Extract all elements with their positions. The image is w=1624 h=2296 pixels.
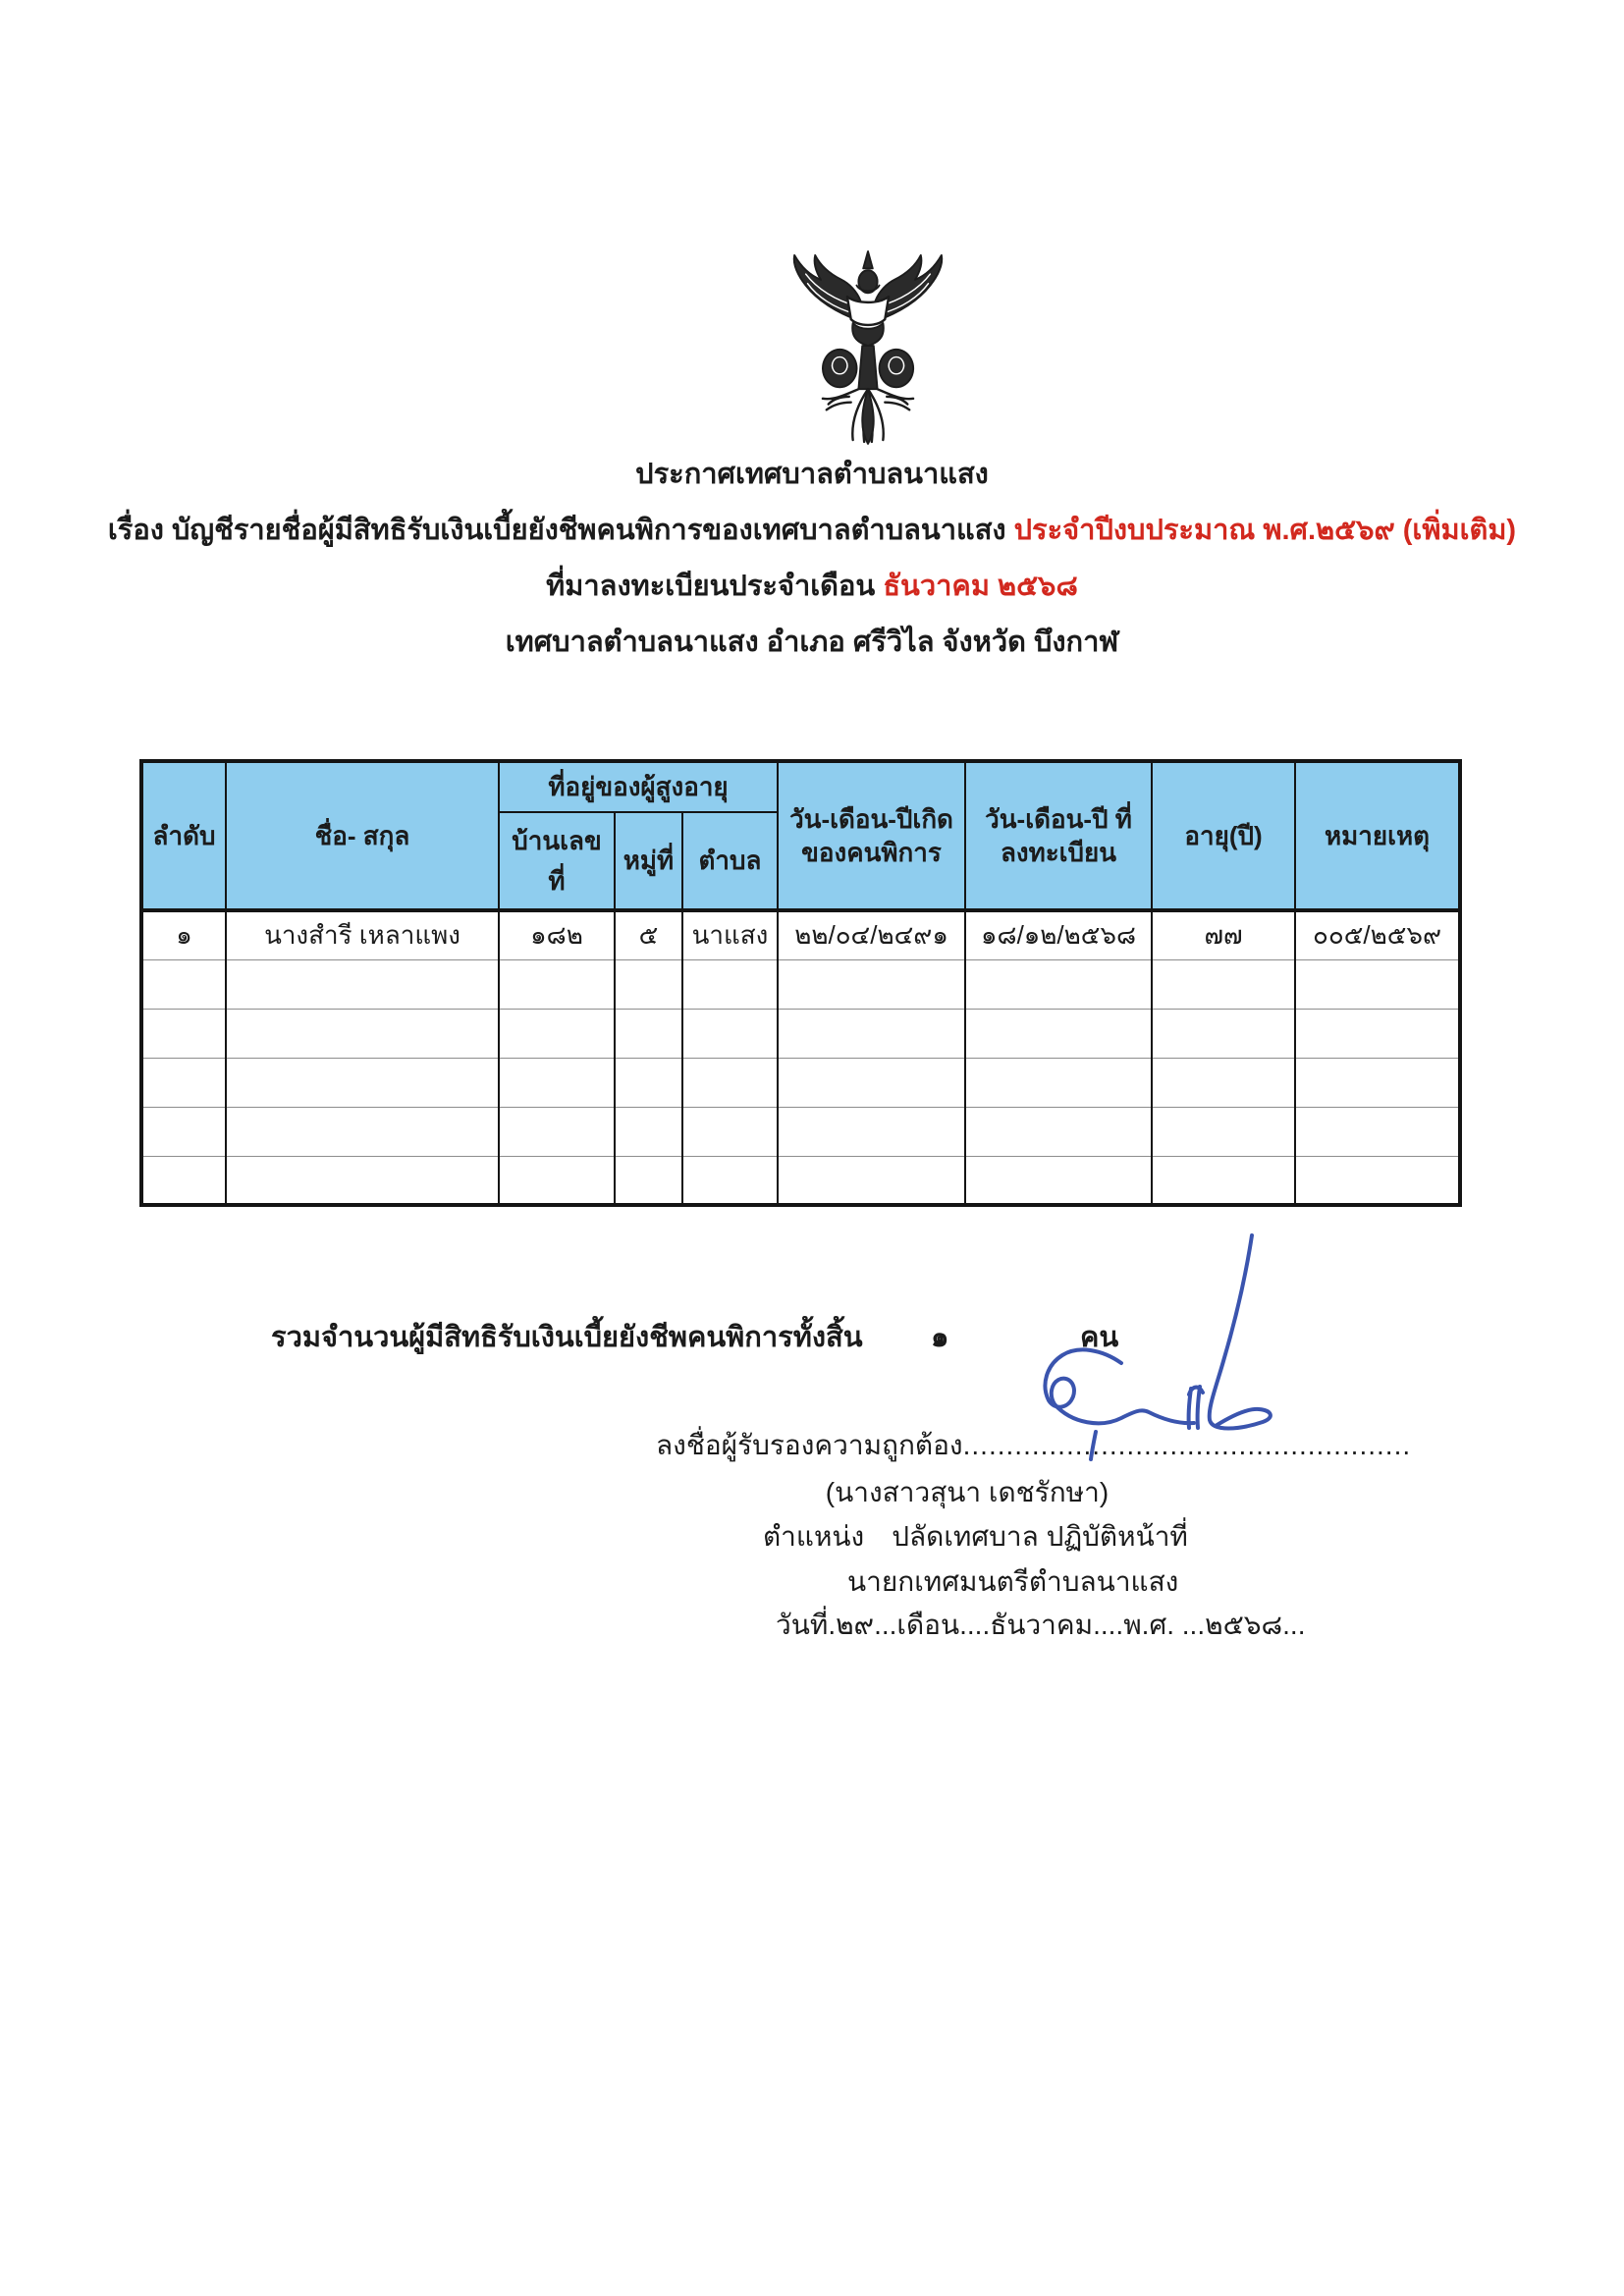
empty-cell <box>682 959 778 1009</box>
cell-moo: ๕ <box>615 910 682 959</box>
certify-label: ลงชื่อผู้รับรองความถูกต้อง <box>656 1430 963 1460</box>
empty-cell <box>615 1107 682 1156</box>
summary-line <box>0 1314 1624 1359</box>
empty-cell <box>499 1156 615 1205</box>
empty-cell <box>226 1058 499 1107</box>
col-header-age: อายุ(ปี) <box>1152 761 1295 910</box>
col-header-regdate-line1: วัน-เดือน-ปี ที่ <box>985 804 1132 834</box>
col-header-moo: หมู่ที่ <box>615 812 682 910</box>
position-line2: นายกเทศมนตรีตำบลนาแสง <box>847 1566 1179 1597</box>
empty-cell <box>965 959 1152 1009</box>
cell-name: นางสำรี เหลาแพง <box>226 910 499 959</box>
subject-fiscal-year-text: ประจำปีงบประมาณ พ.ศ.๒๕๖๙ (เพิ่มเติม) <box>1013 515 1517 546</box>
empty-cell <box>682 1058 778 1107</box>
summary-label: รวมจำนวนผู้มีสิทธิรับเงินเบี้ยยังชีพคนพิการทั้งสิ้น <box>271 1322 863 1353</box>
register-month-line <box>0 559 1624 615</box>
col-header-birthdate-line1: วัน-เดือน-ปีเกิด <box>789 804 953 834</box>
empty-cell <box>226 1009 499 1058</box>
empty-cell <box>965 1009 1152 1058</box>
certify-signature-line <box>656 1424 1411 1467</box>
col-header-birthdate-line2: ของคนพิการ <box>801 838 942 867</box>
col-header-name: ชื่อ- สกุล <box>226 761 499 910</box>
col-header-address-group: ที่อยู่ของผู้สูงอายุ <box>499 761 778 812</box>
page-title <box>0 447 1624 503</box>
table-empty-row <box>141 959 1460 1009</box>
empty-cell <box>682 1107 778 1156</box>
cell-tambon: นาแสง <box>682 910 778 959</box>
empty-cell <box>615 1058 682 1107</box>
register-month-label: ที่มาลงทะเบียนประจำเดือน <box>546 571 876 602</box>
roster-table-container <box>139 759 1462 1207</box>
col-header-regdate <box>965 761 1152 910</box>
subject-text: เรื่อง บัญชีรายชื่อผู้มีสิทธิรับเงินเบี้ยยังชีพคนพิการของเทศบาลตำบลนาแสง <box>107 515 1006 546</box>
register-month-value: ธันวาคม ๒๕๖๘ <box>883 571 1078 602</box>
empty-cell <box>1295 959 1460 1009</box>
table-empty-row <box>141 1009 1460 1058</box>
table-empty-row <box>141 1156 1460 1205</box>
garuda-emblem-icon <box>774 244 962 450</box>
empty-cell <box>1152 1058 1295 1107</box>
empty-cell <box>615 1156 682 1205</box>
empty-cell <box>1152 1009 1295 1058</box>
empty-cell <box>141 1058 226 1107</box>
empty-cell <box>499 1058 615 1107</box>
office-line <box>0 615 1624 671</box>
subject-line <box>0 503 1624 559</box>
summary-unit: คน <box>1080 1322 1119 1353</box>
empty-cell <box>1295 1156 1460 1205</box>
position-line <box>763 1515 1188 1558</box>
signer-name: (นางสาวสุนา เดชรักษา) <box>825 1477 1110 1507</box>
empty-cell <box>226 1156 499 1205</box>
empty-cell <box>965 1058 1152 1107</box>
empty-cell <box>141 959 226 1009</box>
empty-cell <box>499 959 615 1009</box>
empty-cell <box>141 1107 226 1156</box>
signature-dotted-line: .................................................... <box>962 1430 1412 1460</box>
cell-age: ๗๗ <box>1152 910 1295 959</box>
position-value: ปลัดเทศบาล ปฏิบัติหน้าที่ <box>892 1521 1188 1552</box>
col-header-house-no: บ้านเลขที่ <box>499 812 615 910</box>
empty-cell <box>226 1107 499 1156</box>
empty-cell <box>499 1107 615 1156</box>
document-heading <box>0 447 1624 671</box>
col-header-regdate-line2: ลงทะเบียน <box>1000 838 1117 867</box>
empty-cell <box>499 1009 615 1058</box>
empty-cell <box>965 1107 1152 1156</box>
table-row <box>141 910 1460 959</box>
empty-cell <box>615 959 682 1009</box>
empty-cell <box>778 1058 965 1107</box>
table-empty-row <box>141 1107 1460 1156</box>
position-label: ตำแหน่ง <box>763 1521 865 1552</box>
cell-birthdate: ๒๒/๐๔/๒๔๙๑ <box>778 910 965 959</box>
empty-cell <box>1152 1156 1295 1205</box>
empty-cell <box>226 959 499 1009</box>
col-header-no: ลำดับ <box>141 761 226 910</box>
empty-cell <box>682 1009 778 1058</box>
empty-cell <box>778 1156 965 1205</box>
empty-cell <box>778 1107 965 1156</box>
beneficiary-table <box>139 759 1462 1207</box>
empty-cell <box>1152 959 1295 1009</box>
empty-cell <box>141 1009 226 1058</box>
cell-house-no: ๑๘๒ <box>499 910 615 959</box>
table-empty-row <box>141 1058 1460 1107</box>
empty-cell <box>141 1156 226 1205</box>
cell-regdate: ๑๘/๑๒/๒๕๖๘ <box>965 910 1152 959</box>
summary-count: ๑ <box>931 1322 949 1353</box>
date-line: วันที่.๒๙...เดือน....ธันวาคม....พ.ศ. ...๒๕๖๘... <box>776 1610 1306 1640</box>
empty-cell <box>965 1156 1152 1205</box>
page-title-text: ประกาศเทศบาลตำบลนาแสง <box>635 459 989 490</box>
office-line-text: เทศบาลตำบลนาแสง อำเภอ ศรีวิไล จังหวัด บึงกาฬ <box>505 627 1119 658</box>
empty-cell <box>778 959 965 1009</box>
empty-cell <box>1295 1107 1460 1156</box>
empty-cell <box>682 1156 778 1205</box>
empty-cell <box>1295 1009 1460 1058</box>
empty-cell <box>1295 1058 1460 1107</box>
cell-note: ๐๐๕/๒๕๖๙ <box>1295 910 1460 959</box>
col-header-note: หมายเหตุ <box>1295 761 1460 910</box>
empty-cell <box>1152 1107 1295 1156</box>
col-header-birthdate <box>778 761 965 910</box>
col-header-tambon: ตำบล <box>682 812 778 910</box>
empty-cell <box>615 1009 682 1058</box>
cell-no: ๑ <box>141 910 226 959</box>
empty-cell <box>778 1009 965 1058</box>
